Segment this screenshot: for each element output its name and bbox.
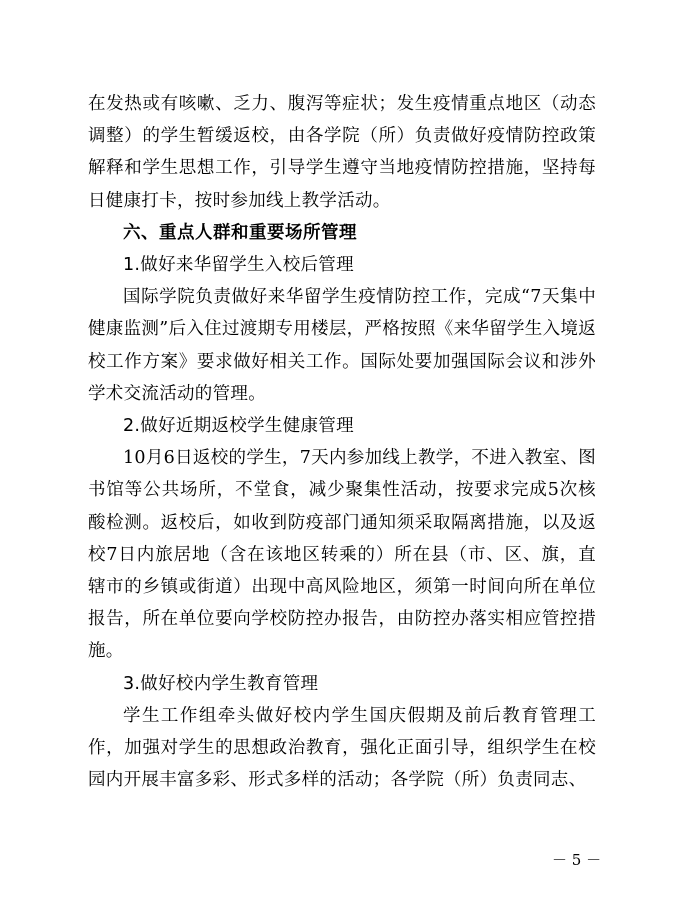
subheading-2: 2.做好近期返校学生健康管理: [123, 416, 354, 437]
paragraph-campus-education: 学生工作组牵头做好校内学生国庆假期及前后教育管理工作，加强对学生的思想政治教育，强化正面引导，组织学生在校园内开展丰富多彩、形式多样的活动；各学院（所）负责同志、: [88, 705, 596, 791]
paragraph-international-students: 国际学院负责做好来华留学生疫情防控工作，完成“7天集中健康监测”后入住过渡期专用楼层，严格按照《来华留学生入境返校工作方案》要求做好相关工作。国际处要加强国际会议和涉外学术交流活动的管理。: [88, 287, 596, 404]
paragraph-returning-students: 10月6日返校的学生，7天内参加线上教学，不进入教室、图书馆等公共场所，不堂食，减少聚集性活动，按要求完成5次核酸检测。返校后，如收到防疫部门通知须采取隔离措施，以及返校7日内旅居地（含在该地区转乘的）所在县（市、区、旗，直辖市的乡镇或街道）出现中高风险地区，须第一时间向所在单位报告，所在单位要向学校防控办报告，由防控办落实相应管控措施。: [88, 448, 596, 662]
subheading-1: 1.做好来华留学生入校后管理: [123, 255, 354, 276]
page-number: － 5 －: [552, 851, 602, 869]
paragraph-continuation: 在发热或有咳嗽、乏力、腹泻等症状；发生疫情重点地区（动态调整）的学生暂缓返校，由各学院（所）负责做好疫情防控政策解释和学生思想工作，引导学生遵守当地疫情防控措施，坚持每日健康打卡，按时参加线上教学活动。: [88, 94, 596, 211]
section-heading-6: 六、重点人群和重要场所管理: [123, 222, 357, 243]
document-body: [88, 88, 596, 796]
subheading-3: 3.做好校内学生教育管理: [123, 673, 319, 694]
